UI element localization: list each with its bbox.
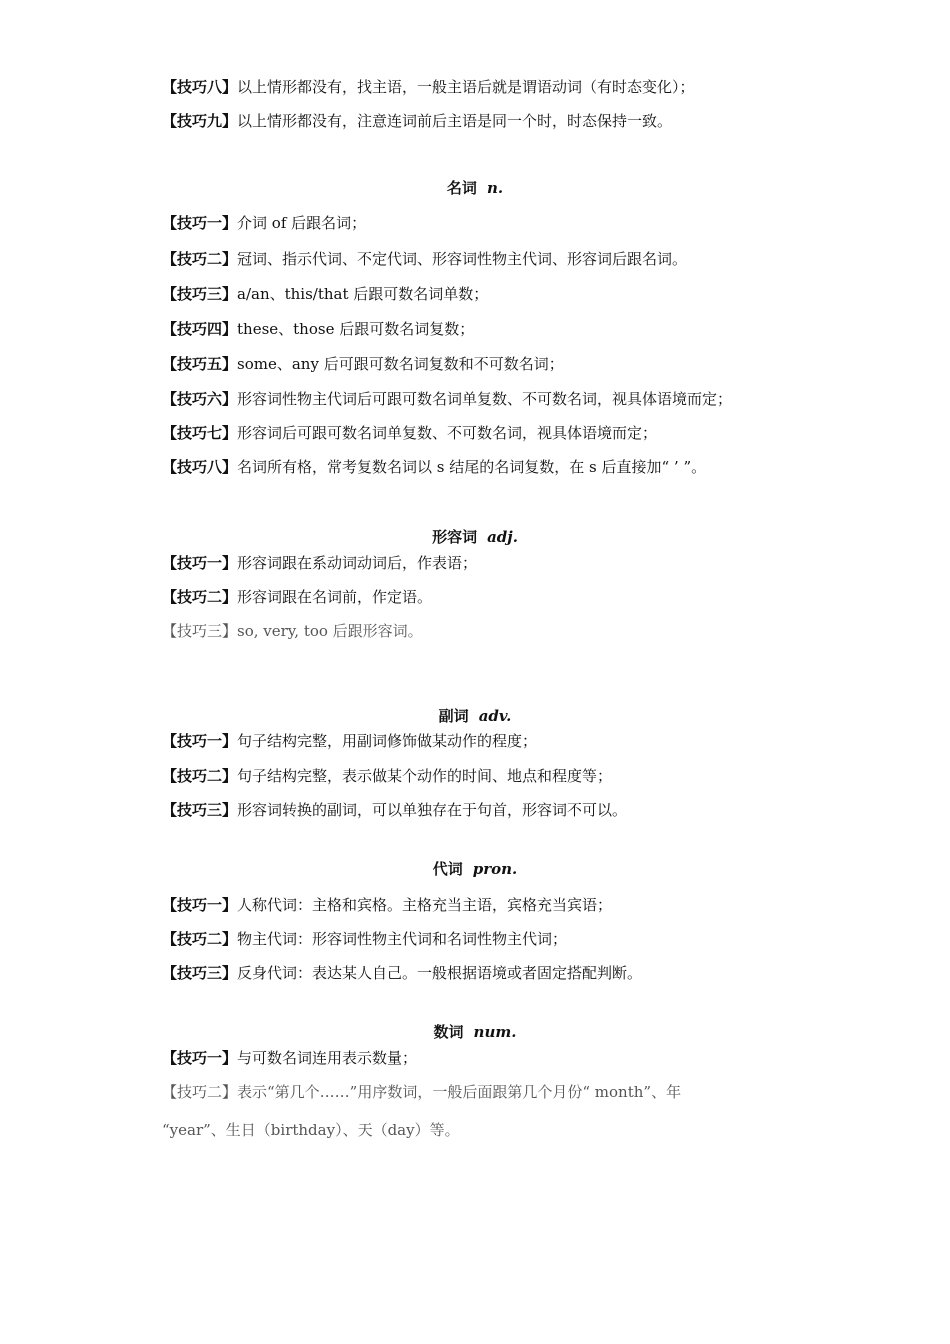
- tip-tag: 【技巧二】: [162, 930, 238, 948]
- tip-tag: 【技巧二】: [162, 588, 238, 606]
- tip-tag: 【技巧一】: [162, 896, 238, 914]
- tip-text: 以上情形都没有，找主语，一般主语后就是谓语动词（有时态变化）；: [237, 78, 695, 96]
- numeral-tip-1: [162, 1048, 417, 1068]
- tip-text: 冠词、指示代词、不定代词、形容词性物主代词、形容词后跟名词。: [237, 250, 688, 268]
- verb-tip-9: [162, 111, 672, 131]
- tip-text: 以上情形都没有，注意连词前后主语是同一个时，时态保持一致。: [237, 112, 673, 130]
- tip-tag: 【技巧九】: [162, 112, 238, 130]
- tip-text: 形容词跟在名词前，作定语。: [237, 588, 433, 606]
- tip-tag: 【技巧五】: [162, 355, 238, 373]
- section-title: 数词: [433, 1023, 464, 1041]
- pronoun-tip-1: [162, 895, 612, 915]
- tip-text: 形容词性物主代词后可跟可数名词单复数、不可数名词，视具体语境而定；: [237, 390, 733, 408]
- adverb-heading: [0, 706, 950, 726]
- section-abbr: adv.: [478, 707, 512, 725]
- section-title: 形容词: [432, 528, 478, 546]
- pronoun-heading: [0, 859, 950, 879]
- tip-tag: 【技巧二】: [162, 250, 238, 268]
- tip-text: 物主代词：形容词性物主代词和名词性物主代词；: [237, 930, 568, 948]
- noun-heading: [0, 178, 950, 198]
- tip-tag: 【技巧三】: [162, 285, 238, 303]
- tip-text: so, very, too 后跟形容词。: [237, 622, 423, 640]
- tip-tag: 【技巧三】: [162, 964, 238, 982]
- noun-tip-3: [162, 284, 488, 304]
- adverb-tip-1: [162, 731, 537, 751]
- verb-tip-8: [162, 77, 695, 97]
- pronoun-tip-2: [162, 929, 567, 949]
- noun-tip-4: [162, 319, 474, 339]
- tip-text: 人称代词：主格和宾格。主格充当主语，宾格充当宾语；: [237, 896, 613, 914]
- tip-text: 反身代词：表达某人自己。一般根据语境或者固定搭配判断。: [237, 964, 643, 982]
- tip-tag: 【技巧一】: [162, 554, 238, 572]
- section-title: 副词: [438, 707, 469, 725]
- noun-tip-7: [162, 423, 657, 443]
- tip-line-1: [162, 1082, 792, 1120]
- noun-tip-8: [162, 457, 706, 477]
- tip-tag: 【技巧二】: [162, 1083, 238, 1101]
- tip-tag: 【技巧三】: [162, 801, 238, 819]
- tip-text: 句子结构完整，用副词修饰做某动作的程度；: [237, 732, 538, 750]
- tip-tag: 【技巧四】: [162, 320, 238, 338]
- tip-text: 句子结构完整，表示做某个动作的时间、地点和程度等；: [237, 767, 613, 785]
- tip-tag: 【技巧八】: [162, 78, 238, 96]
- numeral-tip-2: [162, 1082, 792, 1140]
- tip-text: 名词所有格，常考复数名词以 s 结尾的名词复数，在 s 后直接加“ ’ ”。: [237, 458, 707, 476]
- numeral-heading: [0, 1022, 950, 1042]
- tip-text: 形容词转换的副词，可以单独存在于句首，形容词不可以。: [237, 801, 628, 819]
- tip-text: a/an、this/that 后跟可数名词单数；: [237, 285, 489, 303]
- tip-line-2: “year”、生日（birthday）、天（day）等。: [162, 1121, 460, 1139]
- section-abbr: num.: [473, 1023, 517, 1041]
- noun-tip-5: [162, 354, 564, 374]
- tip-tag: 【技巧八】: [162, 458, 238, 476]
- tip-text: these、those 后跟可数名词复数；: [237, 320, 475, 338]
- section-title: 名词: [446, 179, 477, 197]
- section-abbr: pron.: [472, 860, 518, 878]
- noun-tip-1: [162, 213, 366, 233]
- adverb-tip-2: [162, 766, 612, 786]
- tip-tag: 【技巧二】: [162, 767, 238, 785]
- pronoun-tip-3: [162, 963, 642, 983]
- tip-tag: 【技巧六】: [162, 390, 238, 408]
- tip-tag: 【技巧七】: [162, 424, 238, 442]
- tip-text: 形容词后可跟可数名词单复数、不可数名词，视具体语境而定；: [237, 424, 658, 442]
- tip-text: 表示“第几个……”用序数词，一般后面跟第几个月份“ month”、年: [237, 1083, 682, 1101]
- adverb-tip-3: [162, 800, 627, 820]
- tip-text: 介词 of 后跟名词；: [237, 214, 367, 232]
- tip-tag: 【技巧三】: [162, 622, 238, 640]
- tip-tag: 【技巧一】: [162, 214, 238, 232]
- section-title: 代词: [432, 860, 463, 878]
- tip-text: some、any 后可跟可数名词复数和不可数名词；: [237, 355, 564, 373]
- section-abbr: adj.: [487, 528, 518, 546]
- adjective-tip-3: [162, 621, 423, 641]
- noun-tip-2: [162, 249, 687, 269]
- section-abbr: n.: [486, 179, 504, 197]
- tip-text: 形容词跟在系动词动词后，作表语；: [237, 554, 478, 572]
- tip-tag: 【技巧一】: [162, 1049, 238, 1067]
- tip-text: 与可数名词连用表示数量；: [237, 1049, 418, 1067]
- noun-tip-6: [162, 389, 732, 409]
- adjective-tip-1: [162, 553, 477, 573]
- adjective-heading: [0, 527, 950, 547]
- adjective-tip-2: [162, 587, 432, 607]
- tip-tag: 【技巧一】: [162, 732, 238, 750]
